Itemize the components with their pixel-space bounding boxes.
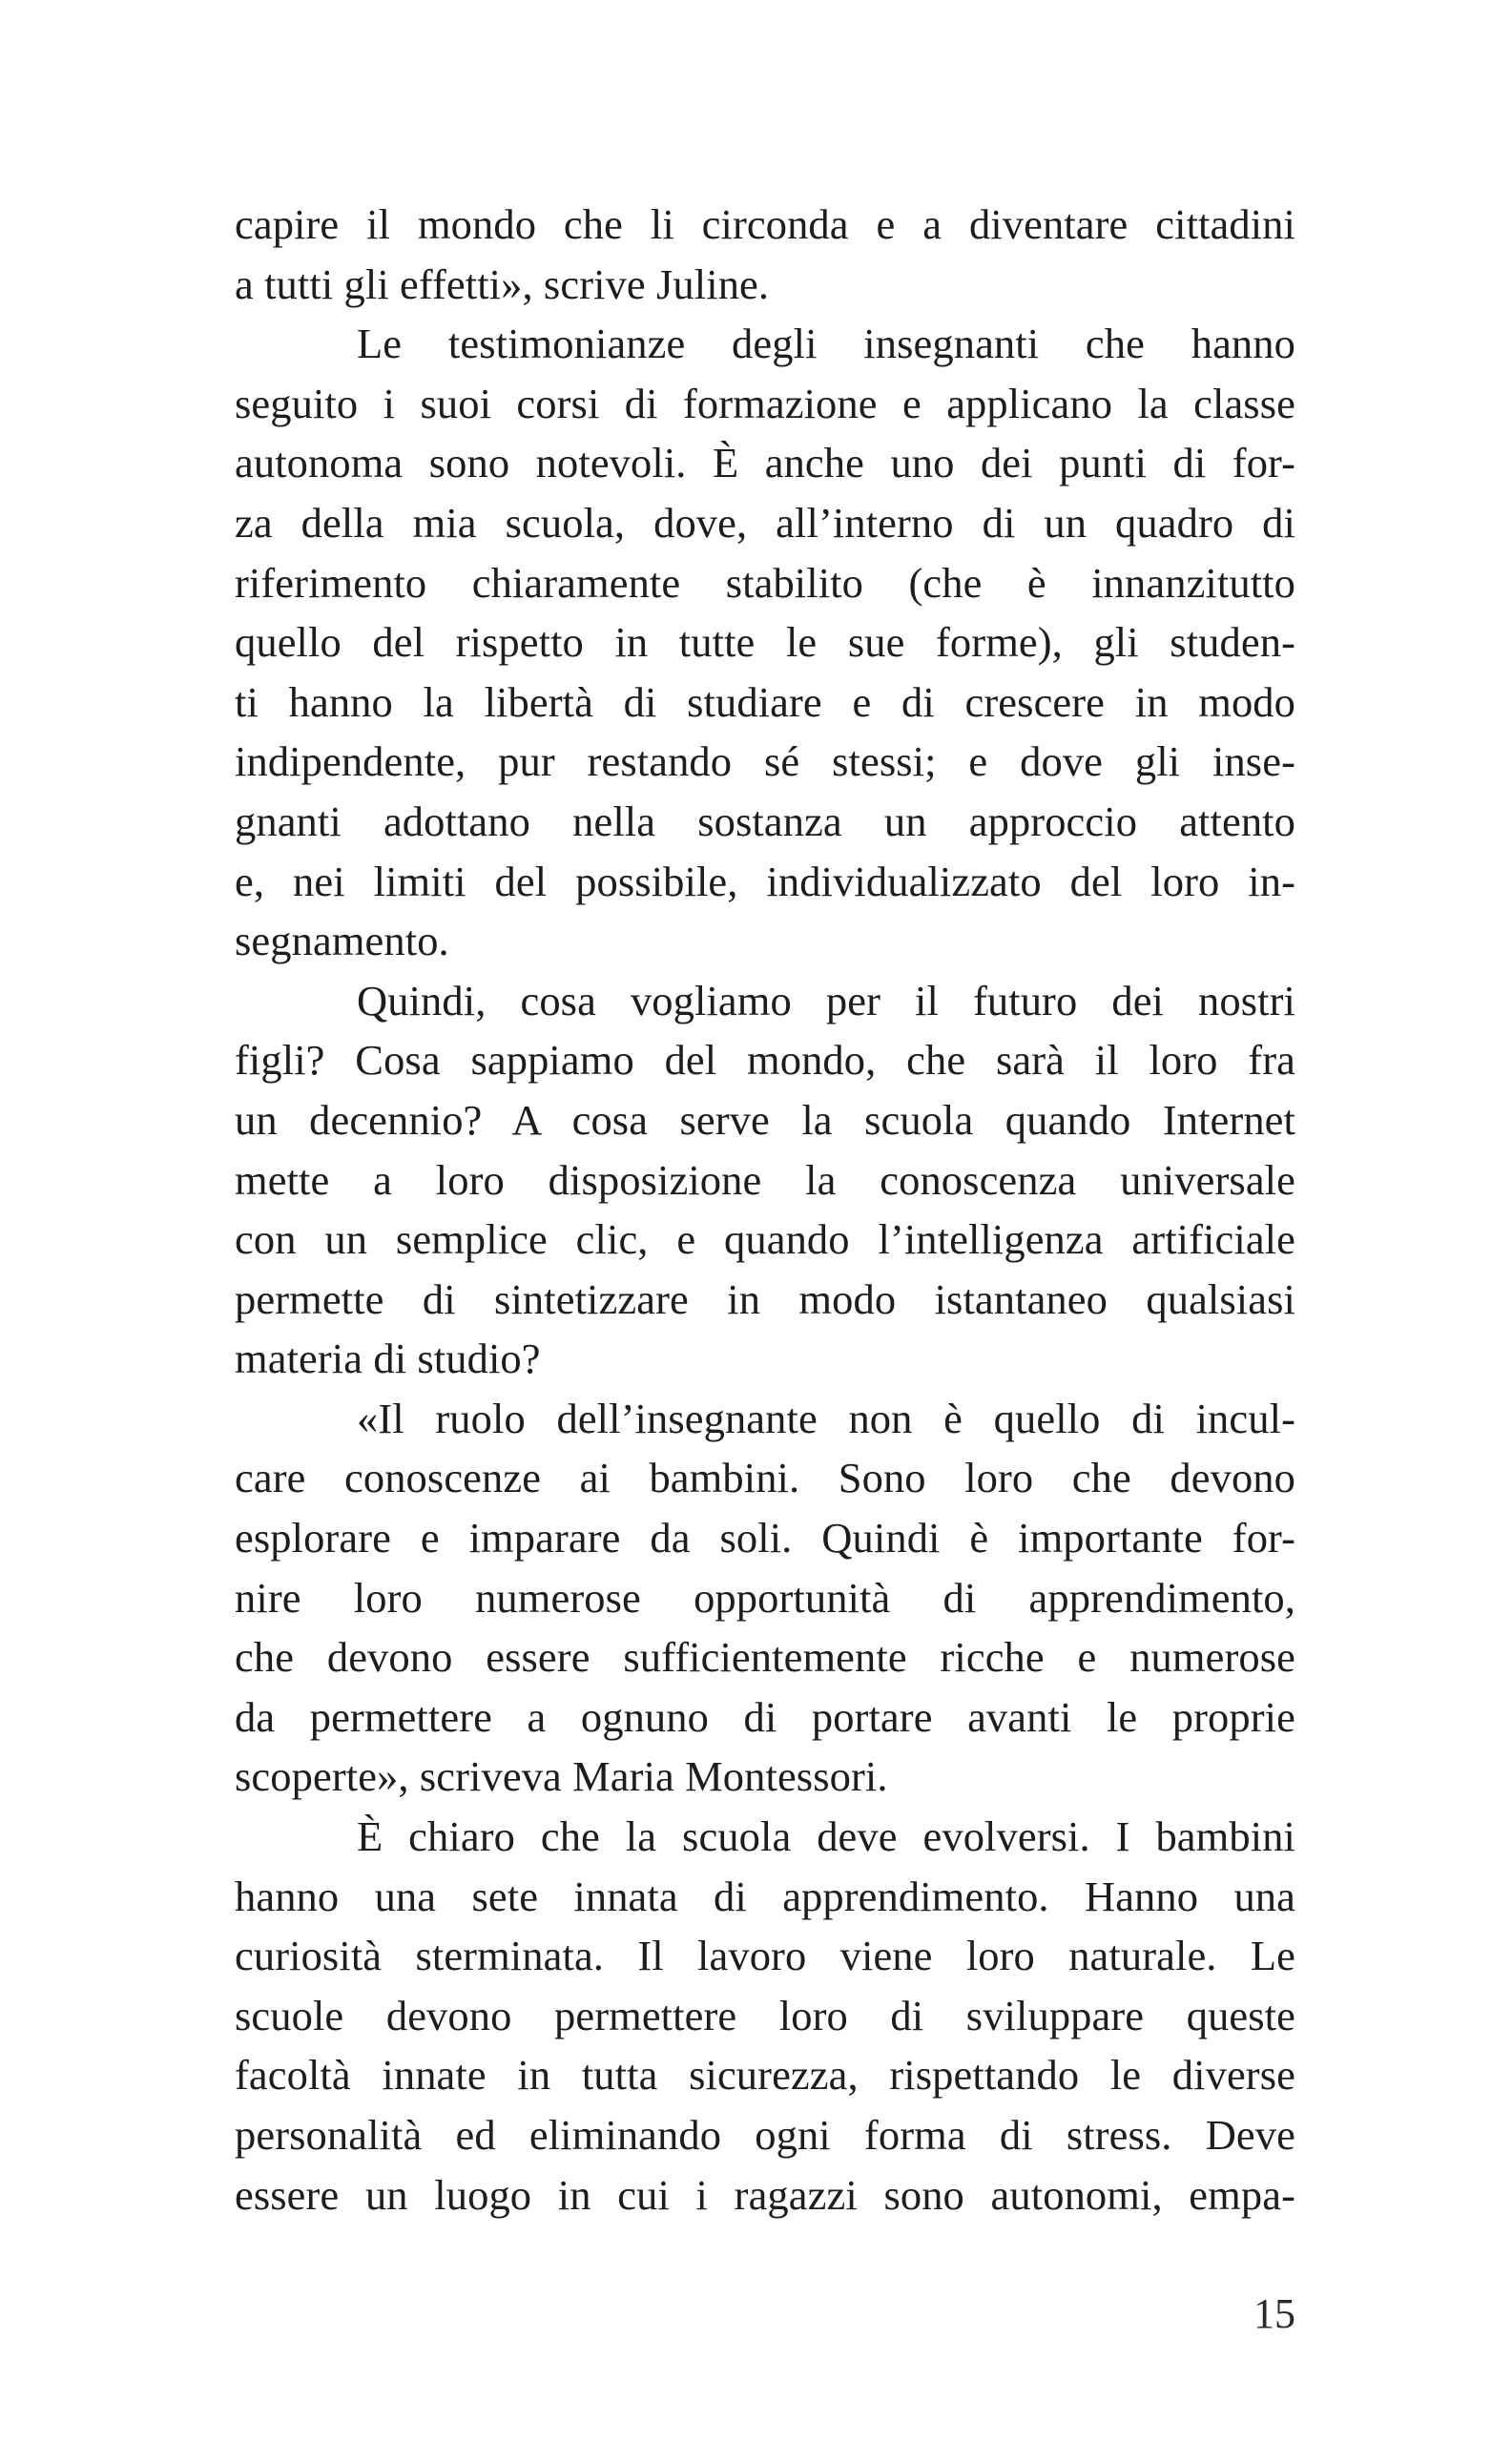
paragraph-first-line: È chiaro che la scuola deve evolversi. I bambini (357, 1812, 1295, 1861)
text-line: care conoscenze ai bambini. Sono loro che devono (235, 1454, 1295, 1502)
page-number: 15 (1253, 2290, 1295, 2337)
text-line: mette a loro disposizione la conoscenza universale (235, 1155, 1295, 1204)
text-line: essere un luogo in cui i ragazzi sono autonomi, empa- (235, 2170, 1295, 2219)
text-line: capire il mondo che li circonda e a diventare cittadini (235, 200, 1295, 248)
text-line: da permettere a ognuno di portare avanti le proprie (235, 1692, 1295, 1741)
text-line: seguito i suoi corsi di formazione e applicano la classe (235, 379, 1295, 427)
text-line: scoperte», scriveva Maria Montessori. (235, 1752, 888, 1801)
text-line: materia di studio? (235, 1335, 541, 1383)
text-line: za della mia scuola, dove, all’interno di un quadro di (235, 498, 1295, 547)
text-line: curiosità sterminata. Il lavoro viene loro naturale. Le (235, 1932, 1295, 1980)
text-line: figli? Cosa sappiamo del mondo, che sarà il loro fra (235, 1036, 1295, 1085)
text-line: personalità ed eliminando ogni forma di stress. Deve (235, 2111, 1295, 2159)
text-line: indipendente, pur restando sé stessi; e dove gli inse- (235, 737, 1295, 786)
text-line: a tutti gli effetti», scrive Juline. (235, 259, 770, 308)
text-line: gnanti adottano nella sostanza un approccio attento (235, 797, 1295, 845)
text-line: e, nei limiti del possibile, individualizzato del loro in- (235, 857, 1295, 905)
text-line: autonoma sono notevoli. È anche uno dei punti di for- (235, 439, 1295, 487)
text-line: segnamento. (235, 917, 449, 965)
text-line: quello del rispetto in tutte le sue forme), gli studen- (235, 618, 1295, 667)
text-line: riferimento chiaramente stabilito (che è innanzitutto (235, 558, 1295, 607)
text-line: esplorare e imparare da soli. Quindi è importante for- (235, 1514, 1295, 1562)
body-text (235, 195, 1295, 2225)
text-line: permette di sintetizzare in modo istantaneo qualsiasi (235, 1274, 1295, 1323)
text-line: un decennio? A cosa serve la scuola quando Internet (235, 1095, 1295, 1144)
paragraph-first-line: Le testimonianze degli insegnanti che hanno (357, 320, 1295, 368)
text-line: ti hanno la libertà di studiare e di crescere in modo (235, 677, 1295, 726)
paragraph-first-line: «Il ruolo dell’insegnante non è quello di incul- (357, 1394, 1295, 1442)
text-line: con un semplice clic, e quando l’intelligenza artificiale (235, 1215, 1295, 1264)
text-line: scuole devono permettere loro di sviluppare queste (235, 1991, 1295, 2039)
text-line: hanno una sete innata di apprendimento. Hanno una (235, 1872, 1295, 1920)
text-line: facoltà innate in tutta sicurezza, rispettando le diverse (235, 2051, 1295, 2100)
text-line: nire loro numerose opportunità di apprendimento, (235, 1573, 1295, 1622)
text-line: che devono essere sufficientemente ricche e numerose (235, 1633, 1295, 1682)
paragraph-first-line: Quindi, cosa vogliamo per il futuro dei nostri (357, 976, 1295, 1024)
